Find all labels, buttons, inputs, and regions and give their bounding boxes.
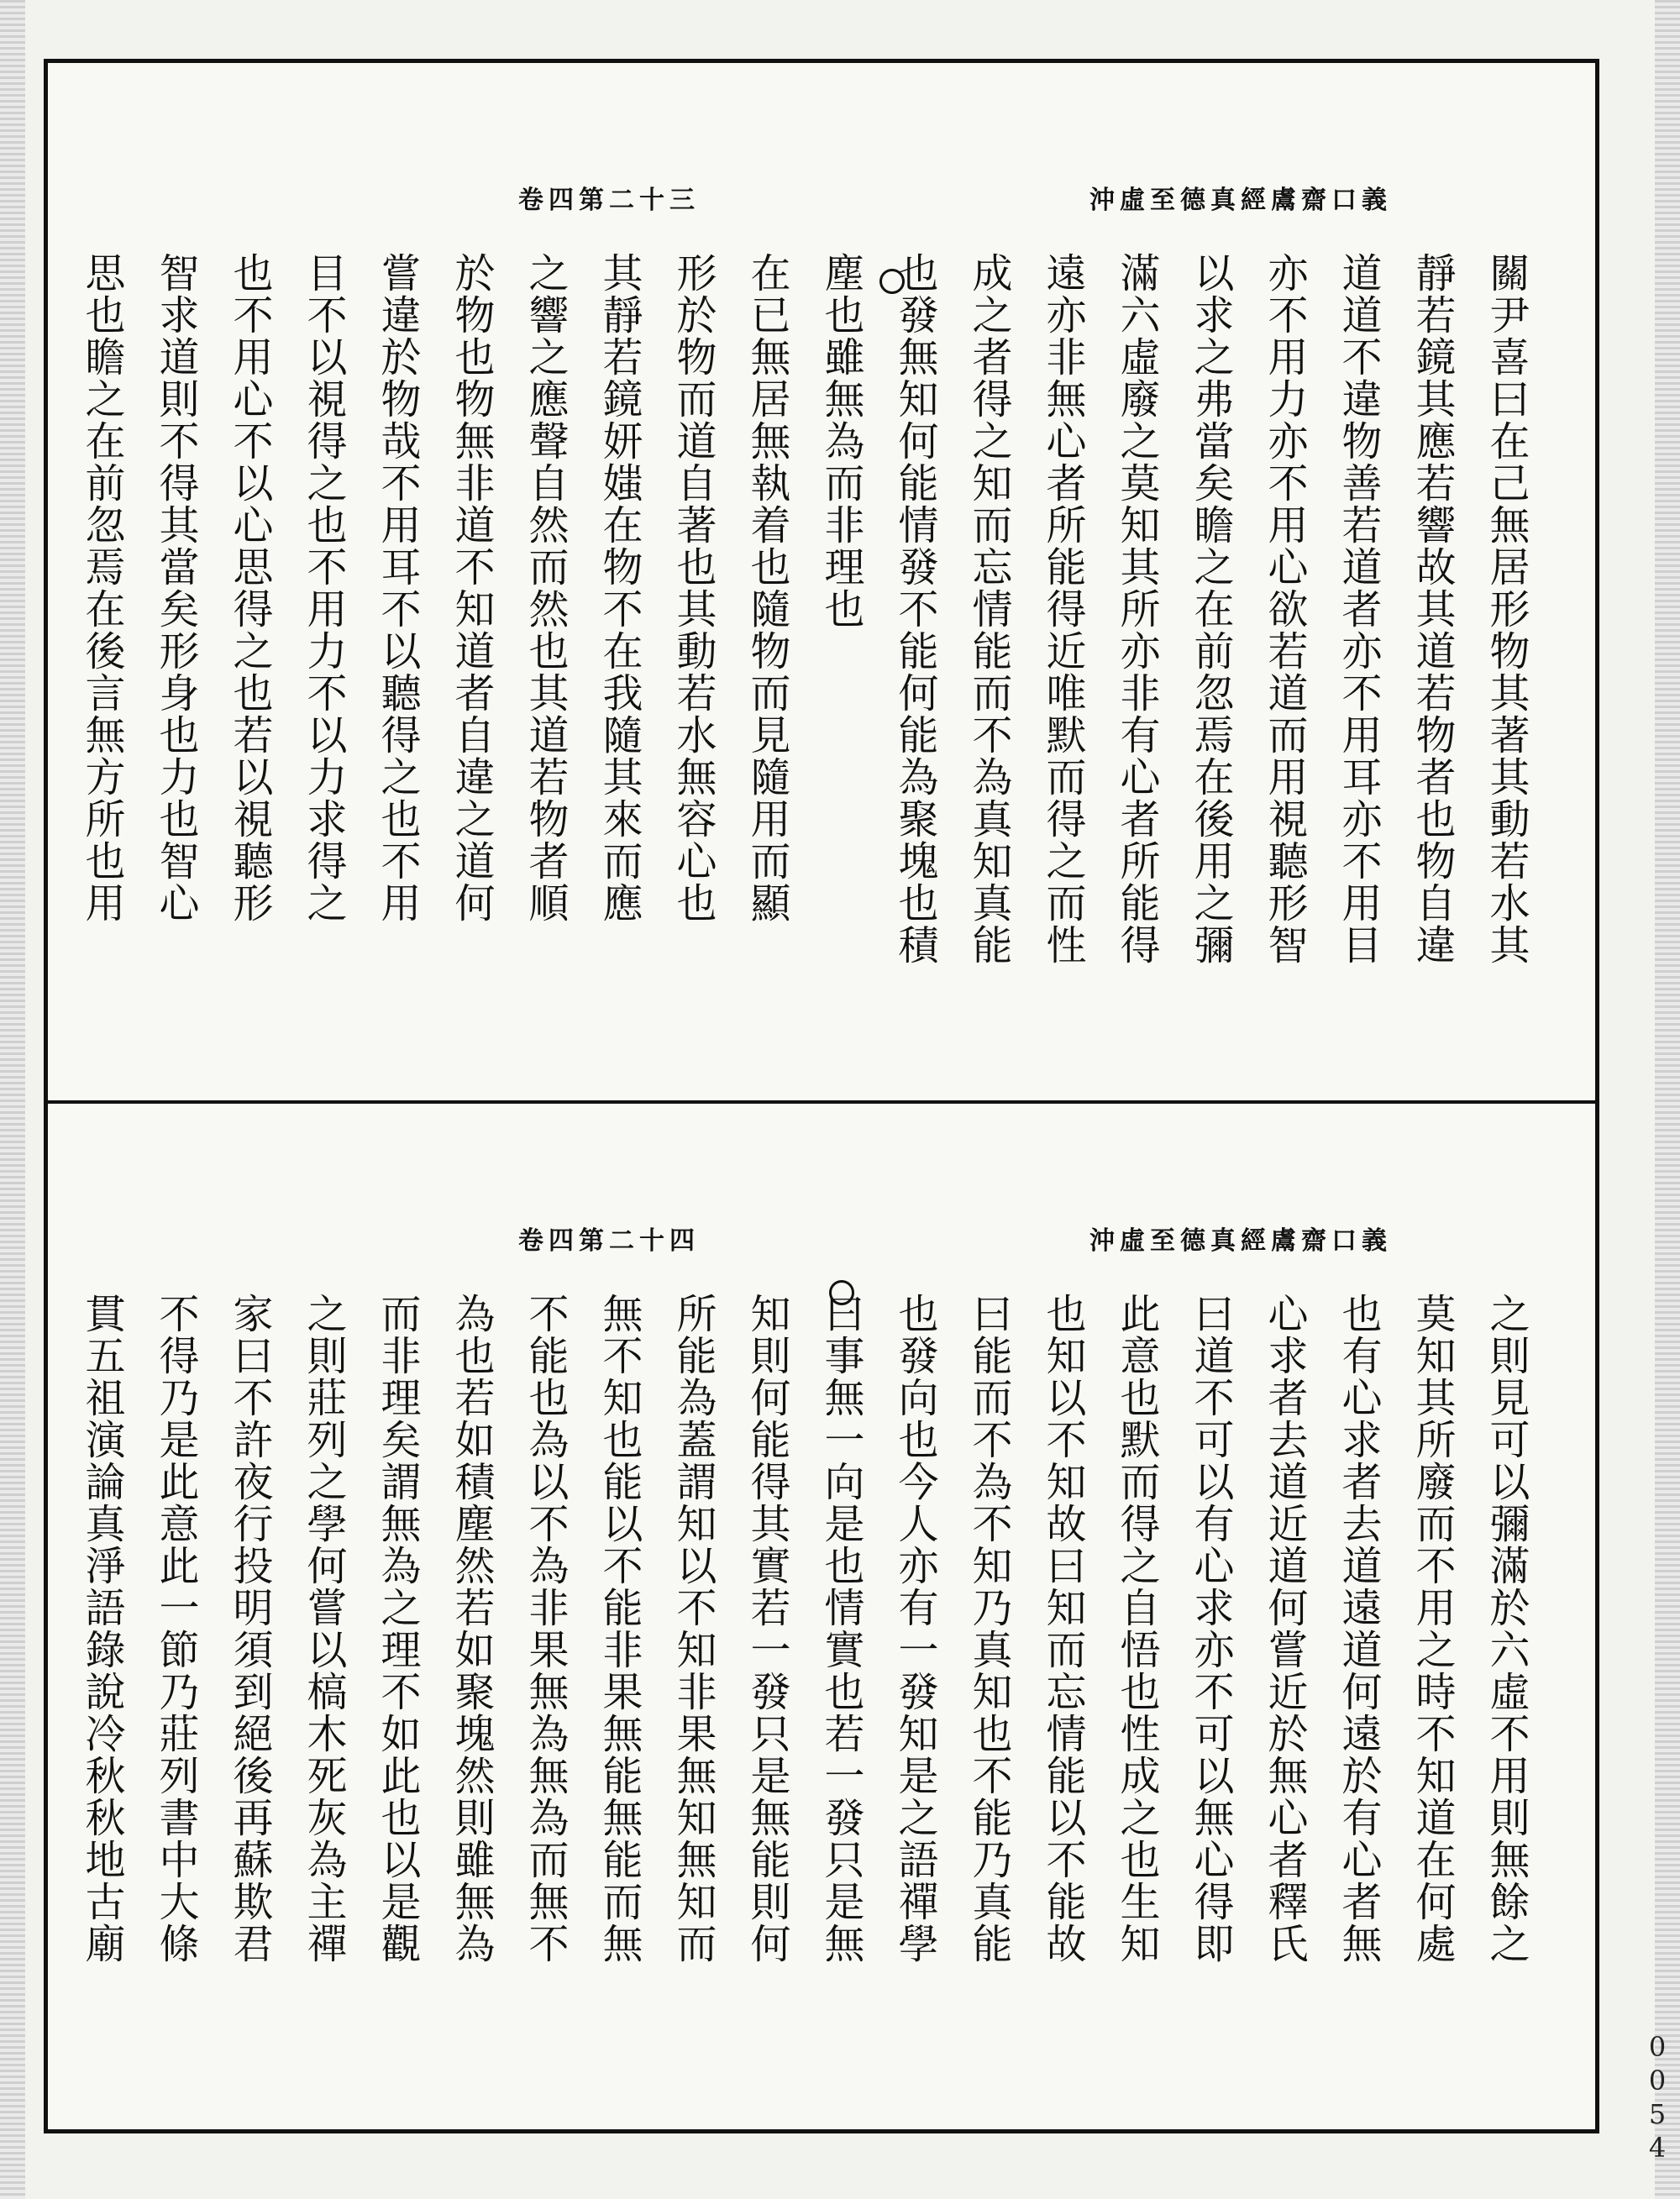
text-column: 在已無居無執着也隨物而見隨用而顯	[743, 252, 790, 924]
text-column: 於物也物無非道不知道者自違之道何	[448, 252, 495, 924]
top-page-header	[518, 172, 1392, 223]
text-column: 遠亦非無心者所能得近唯默而得之而性	[1039, 252, 1086, 966]
top-page	[48, 63, 1595, 1100]
text-column: 也有心求者去道遠道何遠於有心者無	[1335, 1293, 1382, 1965]
bottom-page-text	[78, 1293, 1543, 2099]
text-column: 之響之應聲自然而然也其道若物者順	[522, 252, 569, 924]
bottom-header-volume: 卷四第二十四	[518, 1226, 700, 1256]
text-column: 莫知其所廢而不用之時不知道在何處	[1409, 1293, 1456, 1965]
text-column: 關尹喜曰在己無居形物其著其動若水其	[1483, 252, 1530, 966]
text-column: 靜若鏡其應若響故其道若物者也物自違	[1409, 252, 1456, 966]
text-column: 智求道則不得其當矣形身也力也智心	[152, 252, 199, 924]
text-column: 亦不用力亦不用心欲若道而用視聽形智	[1261, 252, 1308, 966]
text-column: 也發無知何能情發不能何能為聚塊也積	[891, 252, 938, 966]
text-column: 也不用心不以心思得之也若以視聽形	[226, 252, 273, 924]
text-column: 塵也雖無為而非理也	[817, 252, 864, 630]
text-column: 也發向也今人亦有一發知是之語禪學	[891, 1293, 938, 1965]
top-page-text	[78, 252, 1543, 1058]
text-column: 為也若如積塵然若如聚塊然則雖無為	[448, 1293, 495, 1965]
top-header-title: 沖虛至德真經鬳齋口義	[1089, 186, 1392, 215]
scan-edge-right	[1655, 0, 1680, 2199]
text-column: 無不知也能以不能非果無能無能而無	[596, 1293, 643, 1965]
text-column: 不能也為以不為非果無為無為而無不	[522, 1293, 569, 1965]
text-column: 之則莊列之學何嘗以槁木死灰為主禪	[300, 1293, 347, 1965]
text-column: 所能為蓋謂知以不知非果無知無知而	[669, 1293, 717, 1965]
text-column: 而非理矣謂無為之理不如此也以是觀	[374, 1293, 421, 1965]
text-column: 也知以不知故曰知而忘情能以不能故	[1039, 1293, 1086, 1965]
top-header-volume: 卷四第二十三	[518, 186, 700, 215]
book-spread	[44, 59, 1599, 2133]
text-column: 之則見可以彌滿於六虛不用則無餘之	[1483, 1293, 1530, 1965]
text-column: 此意也默而得之自悟也性成之也生知	[1113, 1293, 1160, 1965]
text-column: 滿六虛廢之莫知其所亦非有心者所能得	[1113, 252, 1160, 966]
text-column: 貫五祖演論真淨語錄說冷秋秋地古廟	[78, 1293, 125, 1965]
bottom-page-header	[518, 1213, 1392, 1263]
text-column: 不得乃是此意此一節乃莊列書中大條	[152, 1293, 199, 1965]
text-column: 曰事無一向是也情實也若一發只是無	[817, 1293, 864, 1965]
text-column: 形於物而道自著也其動若水無容心也	[669, 252, 717, 924]
text-column: 以求之弗當矣瞻之在前忽焉在後用之彌	[1187, 252, 1234, 966]
text-column: 道道不違物善若道者亦不用耳亦不用目	[1335, 252, 1382, 966]
text-column: 知則何能得其實若一發只是無能則何	[743, 1293, 790, 1965]
text-column: 嘗違於物哉不用耳不以聽得之也不用	[374, 252, 421, 924]
scan-edge-left	[0, 0, 25, 2199]
text-column: 思也瞻之在前忽焉在後言無方所也用	[78, 252, 125, 924]
text-column: 心求者去道近道何嘗近於無心者釋氏	[1261, 1293, 1308, 1965]
text-column: 成之者得之知而忘情能而不為真知真能	[965, 252, 1012, 966]
text-column: 曰能而不為不知乃真知也不能乃真能	[965, 1293, 1012, 1965]
text-column: 目不以視得之也不用力不以力求得之	[300, 252, 347, 924]
bottom-header-title: 沖虛至德真經鬳齋口義	[1089, 1226, 1392, 1256]
text-column: 其靜若鏡妍媸在物不在我隨其來而應	[596, 252, 643, 924]
text-column: 家曰不許夜行投明須到絕後再蘇欺君	[226, 1293, 273, 1965]
page-number: 0054	[1641, 2031, 1673, 2165]
bottom-page	[48, 1104, 1595, 2141]
text-column: 曰道不可以有心求亦不可以無心得即	[1187, 1293, 1234, 1965]
